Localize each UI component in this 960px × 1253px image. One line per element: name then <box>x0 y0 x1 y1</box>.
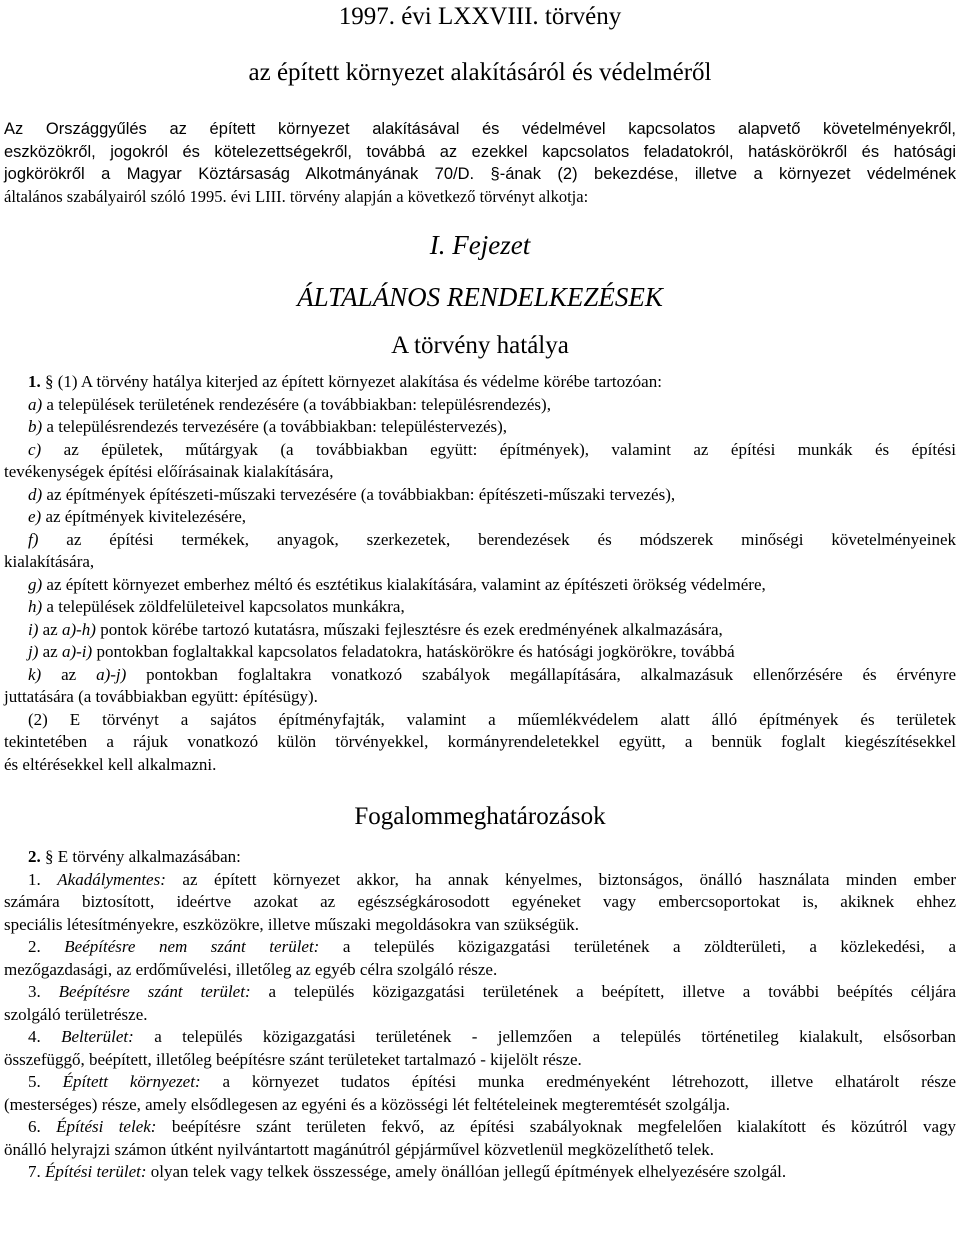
paragraph-number: 1. <box>28 372 41 391</box>
list-item <box>4 394 956 417</box>
preamble-line: eszközökről, jogokról és kötelezettségekről, továbbá az ezekkel kapcsolatos feladatokról, hatáskörökről és hatósági <box>4 142 956 161</box>
item-text: pontok körébe tartozó kutatásra, műszaki fejlesztésre és ezek eredményének alkalmazására, <box>95 619 723 639</box>
definition-term: Beépítésre szánt terület: <box>58 982 251 1001</box>
definition-term: Belterület: <box>61 1027 134 1046</box>
preamble <box>4 118 956 208</box>
definition-line <box>4 914 956 937</box>
list-item <box>4 664 956 687</box>
definition-line <box>4 1026 956 1049</box>
list-item <box>4 596 956 619</box>
item-label: k) <box>28 664 42 684</box>
item-text: az <box>38 642 62 661</box>
list-item <box>4 641 956 664</box>
definition-term: Akadálymentes: <box>57 869 166 889</box>
definition-line <box>4 936 956 959</box>
definition-line <box>4 981 956 1004</box>
definition-number: 2. <box>28 937 41 956</box>
item-continuation: juttatására (a továbbiakban együtt: építésügy). <box>4 687 318 706</box>
paragraph-text: § (1) A törvény hatálya kiterjed az épített környezet alakítása és védelme körébe tartozóan: <box>40 372 662 391</box>
item-text: az építmények építészeti-műszaki tervezésére (a továbbiakban: építészeti-műszaki tervezés), <box>42 484 676 504</box>
law-title: 1997. évi LXXVIII. törvény <box>338 3 622 30</box>
paragraph-number: 2. <box>28 847 41 866</box>
paragraph-1 <box>4 371 956 394</box>
definition-number: 3. <box>28 982 41 1001</box>
definition-line <box>4 891 956 914</box>
item-label: a) <box>28 394 43 414</box>
law-subtitle: az épített környezet alakításáról és védelméről <box>248 59 712 86</box>
item-text: az <box>38 619 62 639</box>
definition-line <box>4 1094 956 1117</box>
item-label: c) <box>28 439 42 459</box>
preamble-line: Az Országgyűlés az épített környezet alakításával és védelmével kapcsolatos alapvető követelményekről, <box>4 120 956 138</box>
definition-list <box>4 869 956 1184</box>
item-continuation: tevékenységek építési előírásainak kialakítására, <box>4 462 334 481</box>
item-reference: a)-i) <box>61 642 93 661</box>
definition-text: számára biztosított, ideértve azokat az egészségkárosodott egyéneket vagy embercsoportokat is, akiknek ehhez <box>4 892 956 911</box>
item-text: pontokban foglaltakkal kapcsolatos feladatokra, hatáskörökre és hatósági jogkörökre, továbbá <box>92 642 735 661</box>
item-label: b) <box>28 417 43 436</box>
item-continuation: kialakítására, <box>4 552 95 571</box>
definition-term: Beépítésre nem szánt terület: <box>64 937 320 956</box>
definition-line <box>4 869 956 892</box>
definition-text: speciális létesítményekre, eszközökre, illetve műszaki megoldásokra van szükségük. <box>4 914 579 934</box>
definition-line <box>4 1116 956 1139</box>
item-label: f) <box>28 529 39 549</box>
definition-line <box>4 1004 956 1027</box>
paragraph-text: § E törvény alkalmazásában: <box>40 847 241 866</box>
definition-number: 1. <box>28 869 41 889</box>
item-list <box>4 394 956 709</box>
definition-term: Épített környezet: <box>62 1072 201 1091</box>
item-text: a településrendezés tervezésére (a továbbiakban: településtervezés), <box>42 417 508 436</box>
item-text: az <box>41 664 97 684</box>
definition-line <box>4 1049 956 1072</box>
definition-line <box>4 1161 956 1184</box>
definition-line <box>4 1139 956 1162</box>
item-text: az épített környezet emberhez méltó és esztétikus kialakítására, valamint az építészeti örökség védelmére, <box>42 574 766 594</box>
definition-text: összefüggő, beépített, illetőleg beépítésre szánt területeket tartalmazó - kijelölt része. <box>4 1049 582 1069</box>
definition-text: a település közigazgatási területének a zöldterületi, a közlekedési, a <box>319 937 956 956</box>
item-text: a települések zöldfelületeivel kapcsolatos munkákra, <box>42 597 405 616</box>
item-text: az építmények kivitelezésére, <box>41 507 247 526</box>
definition-number: 7. <box>28 1162 41 1181</box>
definition-text: a település közigazgatási területének a beépített, illetve a további beépítés céljára <box>250 982 956 1001</box>
definition-number: 4. <box>28 1027 41 1046</box>
definition-text: (mesterséges) része, amely elsődlegesen az egyéni és a közösségi lét feltételeinek megteremtését szolgálja. <box>4 1094 730 1114</box>
item-text: az építési termékek, anyagok, szerkezetek, berendezések és módszerek minőségi követelményeinek <box>38 529 956 549</box>
definition-term: Építési terület: <box>45 1162 147 1181</box>
definition-text: a település közigazgatási területének - jellemzően a település történetileg kialakult, elsősorban <box>133 1027 956 1046</box>
definition-number: 6. <box>28 1117 41 1136</box>
definition-text: önálló helyrajzi számon útként nyilvántartott magánútról gépjárművel közvetlenül megközelíthető telek. <box>4 1139 714 1159</box>
list-item <box>4 619 956 642</box>
list-item <box>4 484 956 507</box>
list-item <box>4 506 956 529</box>
item-reference: a)-h) <box>61 619 96 639</box>
definition-term: Építési telek: <box>56 1117 157 1136</box>
definition-text: beépítésre szánt területen fekvő, az építési szabályoknak megfelelően kialakított és közútról vagy <box>156 1117 957 1136</box>
item-label: j) <box>28 642 39 661</box>
definition-text: szolgáló területrésze. <box>4 1004 148 1024</box>
item-text: a települések területének rendezésére (a továbbiakban: településrendezés), <box>42 394 551 414</box>
list-item <box>4 439 956 462</box>
section-heading: A törvény hatálya <box>391 332 569 359</box>
section-heading: Fogalommeghatározások <box>354 803 606 830</box>
definition-text: az épített környezet akkor, ha annak kényelmes, biztonságos, önálló használata minden ember <box>165 869 957 889</box>
definition-line <box>4 1071 956 1094</box>
item-text: pontokban foglaltakra vonatkozó szabályok megállapítására, alkalmazásuk ellenőrzésére és érvényre <box>126 664 957 684</box>
item-label: e) <box>28 507 42 526</box>
definition-number: 5. <box>28 1072 41 1091</box>
paragraph-2-line: és eltérésekkel kell alkalmazni. <box>4 754 217 774</box>
list-item <box>4 416 956 439</box>
preamble-line: jogkörökről a Magyar Köztársaság Alkotmányának 70/D. §-ának (2) bekezdése, illetve a környezet védelmének <box>4 165 956 183</box>
definition-text: a környezet tudatos építési munka eredményeként létrehozott, illetve elhatárolt része <box>200 1072 957 1091</box>
definition-text: mezőgazdasági, az erdőművelési, illetőleg az egyéb célra szolgáló része. <box>4 959 498 979</box>
definition-line <box>4 959 956 982</box>
item-label: i) <box>28 619 39 639</box>
chapter-title: ÁLTALÁNOS RENDELKEZÉSEK <box>297 282 663 312</box>
item-text: az épületek, műtárgyak (a továbbiakban együtt: építmények), valamint az építési munkák és építési <box>41 439 956 459</box>
list-item <box>4 574 956 597</box>
chapter-number: I. Fejezet <box>429 230 531 260</box>
paragraph-2-line: (2) E törvényt a sajátos építményfajták, valamint a műemlékvédelem alatt álló építmények és területek <box>28 709 956 729</box>
definition-text: olyan telek vagy telkek összessége, amely önállóan jellegű építmények elhelyezésére szolgál. <box>146 1162 787 1181</box>
paragraph-2 <box>4 846 956 869</box>
item-reference: a)-j) <box>96 664 127 684</box>
item-label: d) <box>28 484 43 504</box>
item-label: h) <box>28 597 43 616</box>
preamble-line: általános szabályairól szóló 1995. évi LIII. törvény alapján a következő törvényt alkotja: <box>4 186 589 206</box>
list-item <box>4 529 956 552</box>
paragraph-2-line: tekintetében a rájuk vonatkozó külön törvényekkel, kormányrendeletekkel együtt, a bennük foglalt kiegészítésekkel <box>4 732 956 751</box>
item-label: g) <box>28 574 43 594</box>
